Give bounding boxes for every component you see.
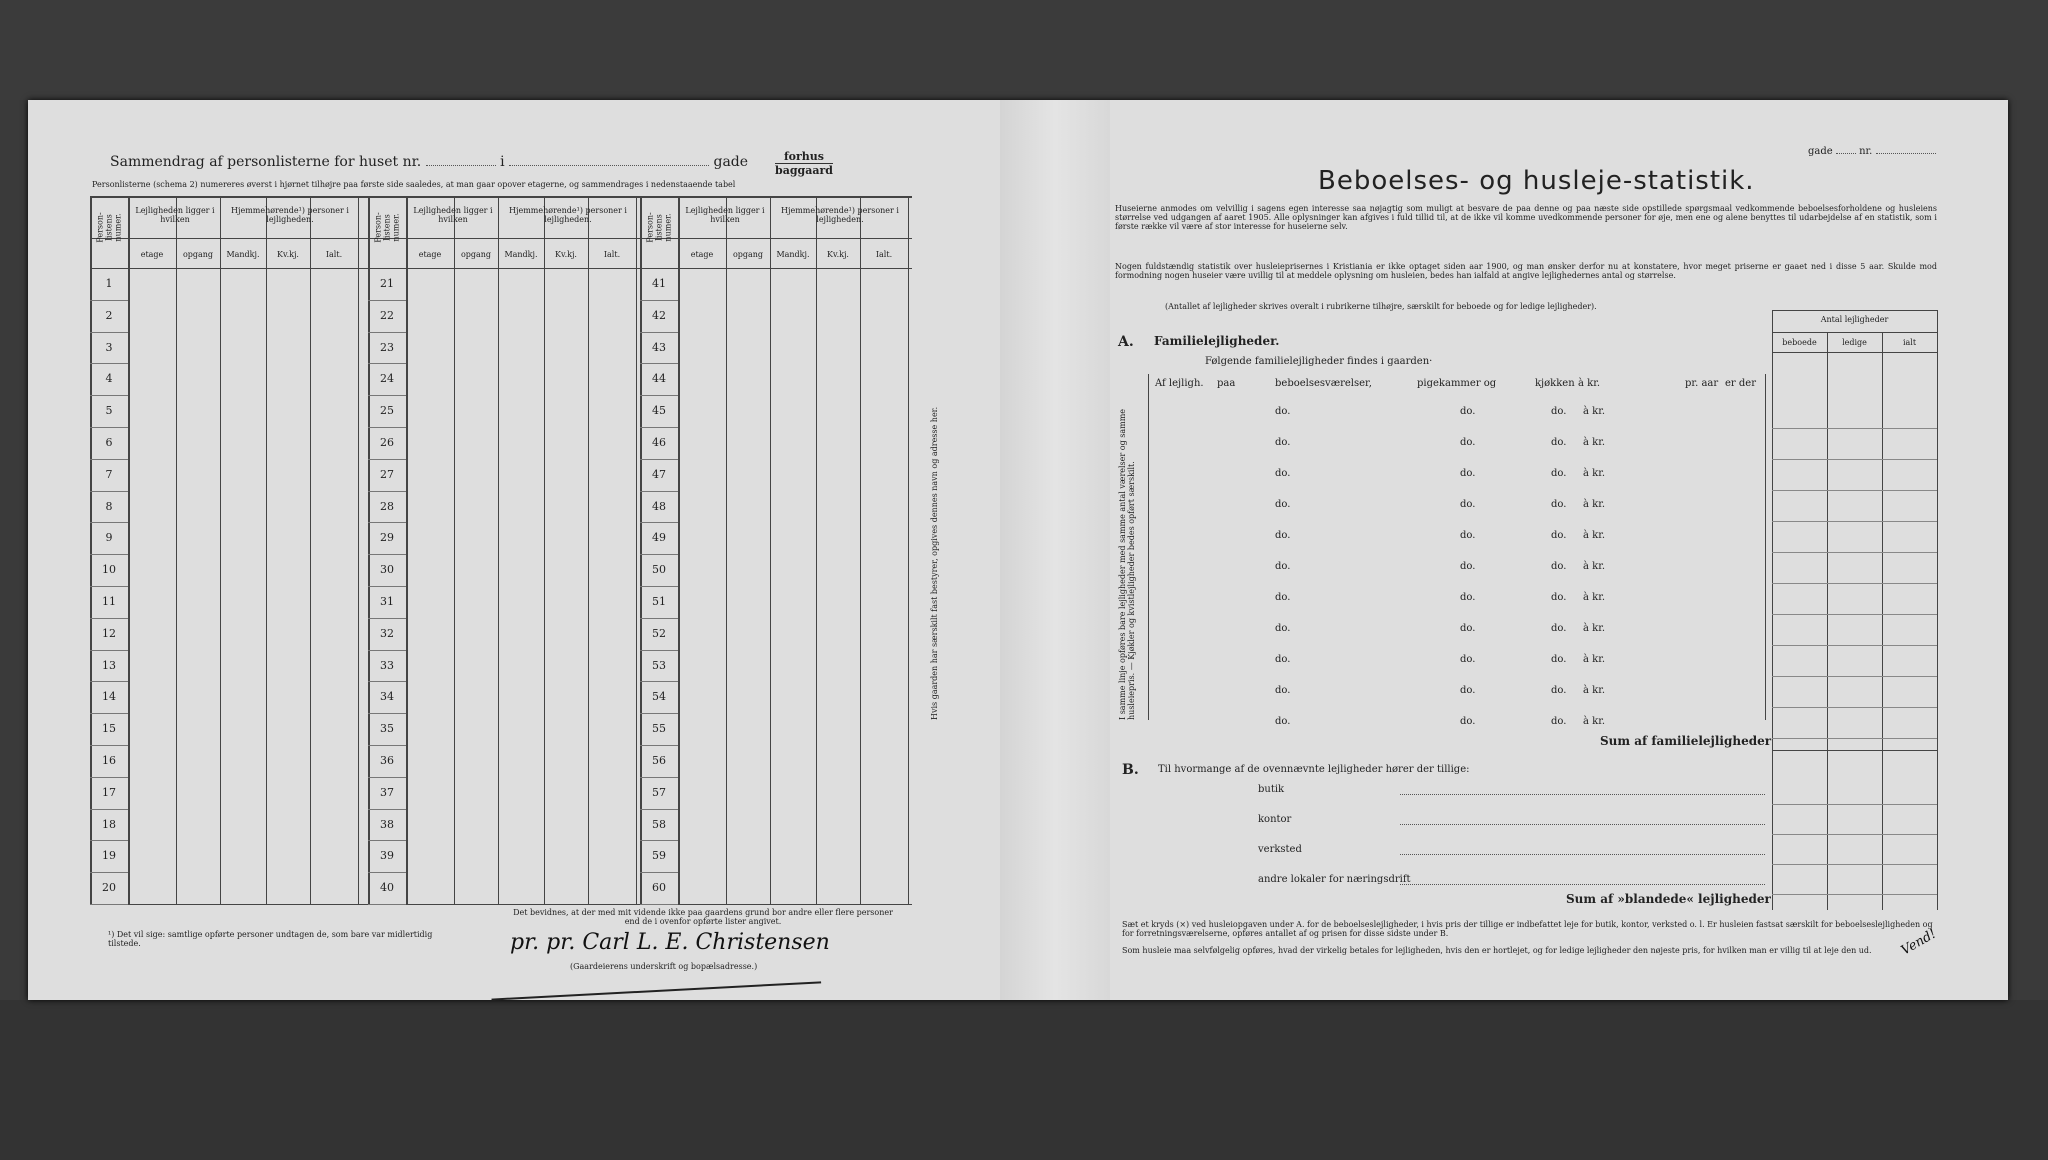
row-number: 39 [380,849,394,863]
row-cell: à kr. [1583,468,1606,479]
header-divider [128,238,358,239]
section-a-first-row [1155,378,1765,389]
row-number: 21 [380,277,394,290]
row-number: 54 [652,690,666,704]
footnote-1: Sæt et kryds (×) ved husleiopgaven under A. for de beboelseslejligheder, i hvis pris der tillige er indbefattet leje for butik, kontor, verksted o. l. Er husleien fastsat særskilt for beboelseslejligheden og for forretningsværelserne, opføres antallet af og prisen for disse sidste under B. [1122,920,1933,938]
grid-column-line [90,196,92,904]
row-first-beboelse: beboelsesværelser, [1275,378,1372,389]
row-divider [368,586,406,587]
row-number: 52 [652,626,666,640]
vend-note: Vend! [1898,926,1940,959]
forhus-baggaard [775,150,833,177]
row-number: 50 [652,563,666,577]
row-number: 7 [105,467,113,481]
row-divider [640,554,678,555]
row-number: 5 [105,404,113,418]
section-a-row [1155,716,1765,736]
row-divider [640,459,678,460]
vertical-note: I samme linje opføres bare lejligheder med samme antal værelser og samme husleiepris. — Kjøkler og kvistlejligheder bedes opført særskilt. [1118,408,1136,720]
row-cell: do. [1275,716,1291,727]
row-number: 33 [380,658,394,672]
row-cell: do. [1460,406,1476,417]
row-number: 32 [380,626,394,640]
row-cell: à kr. [1583,406,1606,417]
row-cell: do. [1275,468,1291,479]
col-ledige: ledige [1842,338,1867,347]
section-a-row [1155,530,1765,550]
b-antal-line [1772,804,1937,805]
row-divider [368,427,406,428]
grid-column-line [816,196,817,904]
row-number: 44 [652,372,666,386]
attest-text: Det bevidnes, at der med mit vidende ikke paa gaardens grund bor andre eller flere personer end de i ovenfor opførte lister angivet. [513,908,893,926]
row-first-erder: er der [1725,378,1756,389]
grid-column-line [498,196,499,904]
sum-b-label: Sum af »blandede« lejligheder [1566,892,1771,906]
b-item-label: verksted [1258,844,1302,855]
row-cell: do. [1275,499,1291,510]
grid-column-line [770,196,771,904]
row-divider [640,713,678,714]
row-number: 17 [102,785,116,799]
row-divider [90,840,128,841]
section-b-letter: B. [1122,762,1139,778]
page-fold [1000,100,1110,1000]
row-number: 36 [380,754,394,767]
row-divider [368,681,406,682]
row-cell: do. [1460,499,1476,510]
forhus-label: forhus [783,150,824,163]
row-cell: à kr. [1583,623,1606,634]
grid-column-line [454,196,455,904]
top-nr: nr. [1859,146,1873,157]
row-divider [90,745,128,746]
section-a-row [1155,561,1765,581]
row-cell: à kr. [1583,592,1606,603]
row-cell: do. [1460,561,1476,572]
row-number: 18 [102,817,116,831]
antal-row-line [1772,614,1937,615]
row-divider [640,332,678,333]
row-divider [368,363,406,364]
col-subheader: etage [140,250,164,259]
section-a-row [1155,623,1765,643]
col-subheader: Mandkj. [776,250,810,259]
heading-i: i [500,154,505,170]
row-number: 49 [652,531,666,545]
row-number: 26 [380,436,394,449]
row-cell: do. [1551,623,1567,634]
row-number: 60 [652,881,666,895]
row-number: 51 [652,595,666,608]
col-subheader: Kv.kj. [555,250,577,259]
left-subheading: Personlisterne (schema 2) numereres øverst i hjørnet tilhøjre paa første side saaledes, at man gaar opover etagerne, og sammendrages i nedenstaaende tabel [92,180,736,189]
b-antal-line [1772,834,1937,835]
antal-row-line [1772,738,1937,739]
row-number: 20 [102,881,116,895]
row-divider [90,650,128,651]
row-number: 59 [652,849,666,863]
baggaard-label: baggaard [775,164,833,177]
left-footnote: ¹) Det vil sige: samtlige opførte personer undtagen de, som bare var midlertidig tilstede. [108,930,433,948]
row-cell: do. [1460,623,1476,634]
row-divider [90,681,128,682]
row-cell: à kr. [1583,716,1606,727]
row-divider [90,777,128,778]
col-person-header: Person-listens numer. [645,212,673,243]
row-number: 45 [652,404,666,418]
antal-row-line [1772,676,1937,677]
row-number: 30 [380,563,394,577]
grid-column-line [220,196,221,904]
antal-header: Antal lejligheder [1820,315,1889,324]
intro-paragraph-2: Nogen fuldstændig statistik over husleieprisernes i Kristiania er ikke optaget siden aar 1900, og man ønsker derfor nu at konstatere, hvor meget priserne er gaaet ned i disse 5 aar. Skulde mod formodning nogen huseier være uvillig til at meddele oplysning om husleien, bedes han ialfald at angive lejlighedernes antal og størrelse. [1115,262,1937,280]
row-number: 58 [652,817,666,831]
row-divider [640,681,678,682]
row-divider [90,300,128,301]
row-divider [368,745,406,746]
row-first-af: Af lejligh. [1155,378,1204,389]
b-item-label: andre lokaler for næringsdrift [1258,874,1411,885]
row-divider [368,395,406,396]
b-item-dotline [1400,884,1765,885]
row-cell: do. [1275,406,1291,417]
col-person-header: Person-listens numer. [373,212,401,243]
col-lejlighed-header: Lejligheden ligger i hvilken [413,206,493,224]
row-number: 2 [105,308,113,322]
row-cell: do. [1460,530,1476,541]
row-divider [368,872,406,873]
b-item-label: butik [1258,784,1285,795]
row-divider [90,713,128,714]
row-divider [90,618,128,619]
row-number: 12 [102,626,116,640]
row-divider [640,427,678,428]
grid-column-line [406,196,408,904]
row-divider [640,395,678,396]
grid-column-line [726,196,727,904]
col-subheader: Kv.kj. [277,250,299,259]
grid-column-line [544,196,545,904]
sum-a-label: Sum af familielejligheder [1600,734,1772,748]
row-number: 10 [102,563,116,577]
row-divider [90,491,128,492]
signature-caption: (Gaardeierens underskrift og bopælsadresse.) [570,962,758,971]
row-cell: do. [1460,654,1476,665]
row-cell: do. [1460,437,1476,448]
row-number: 19 [102,849,116,863]
row-divider [640,491,678,492]
row-cell: do. [1460,716,1476,727]
row-cell: do. [1551,685,1567,696]
col-ialt: ialt [1902,338,1917,347]
antal-row-line [1772,707,1937,708]
section-a-row [1155,685,1765,705]
signature: pr. pr. Carl L. E. Christensen [510,930,830,955]
row-cell: do. [1275,654,1291,665]
row-number: 48 [652,499,666,513]
section-a-row [1155,468,1765,488]
row-cell: à kr. [1583,499,1606,510]
row-divider [368,522,406,523]
row-divider [368,332,406,333]
heading-gade: gade [713,154,749,170]
row-number: 31 [380,595,394,608]
page-title: Beboelses- og husleje-statistik. [1318,166,1755,196]
row-cell: do. [1460,468,1476,479]
b-antal-line [1772,894,1937,895]
section-a-row [1155,499,1765,519]
col-subheader: opgang [732,250,764,259]
row-first-pigekammer: pigekammer og [1417,378,1497,389]
antal-row-line [1772,521,1937,522]
row-divider [90,459,128,460]
row-first-kjokken: kjøkken [1535,378,1575,389]
row-cell: do. [1551,530,1567,541]
row-cell: do. [1551,468,1567,479]
section-a-letter: A. [1118,334,1134,350]
row-divider [640,745,678,746]
row-number: 56 [652,754,666,767]
b-item-dotline [1400,824,1765,825]
row-number: 47 [652,467,666,481]
col-hjemme-header: Hjemmehørende¹) personer i lejligheden. [509,206,627,224]
header-divider [678,238,908,239]
grid-column-line [860,196,861,904]
side-note: Hvis gaarden har særskilt fast bestyrer, opgives dennes navn og adresse her. [930,406,939,720]
row-divider [640,904,678,905]
row-divider [640,618,678,619]
row-cell: à kr. [1583,437,1606,448]
antal-row-line [1772,459,1937,460]
row-number: 28 [380,499,394,513]
row-divider [90,427,128,428]
antal-row-line [1772,583,1937,584]
grid-column-line [310,196,311,904]
header-divider [406,238,636,239]
row-divider [640,809,678,810]
row-divider [90,554,128,555]
row-cell: do. [1551,716,1567,727]
row-divider [640,650,678,651]
row-number: 13 [102,658,116,672]
section-a-row [1155,406,1765,426]
row-number: 35 [380,722,394,736]
row-number: 55 [652,722,666,736]
row-cell: do. [1551,437,1567,448]
antal-row-line [1772,428,1937,429]
row-cell: do. [1275,437,1291,448]
row-divider [368,491,406,492]
row-divider [90,586,128,587]
row-cell: do. [1275,685,1291,696]
row-number: 4 [105,372,113,386]
row-number: 6 [105,436,113,449]
row-number: 1 [105,277,113,290]
row-number: 37 [380,785,394,799]
row-cell: do. [1275,530,1291,541]
row-divider [90,395,128,396]
row-divider [368,809,406,810]
row-number: 46 [652,436,666,449]
col-subheader: Mandkj. [226,250,260,259]
top-gade: gade [1808,146,1833,157]
col-hjemme-header: Hjemmehørende¹) personer i lejligheden. [781,206,899,224]
row-number: 11 [102,595,116,608]
grid-column-line [128,196,130,904]
row-first-akr: à kr. [1578,378,1601,389]
row-number: 23 [380,340,394,354]
row-cell: do. [1275,561,1291,572]
row-divider [640,363,678,364]
row-divider [90,809,128,810]
row-divider [368,713,406,714]
col-subheader: Ialt. [603,250,621,259]
row-cell: do. [1551,561,1567,572]
row-number: 8 [105,499,113,513]
row-cell: do. [1551,654,1567,665]
col-subheader: etage [690,250,714,259]
row-divider [90,522,128,523]
row-number: 41 [652,277,666,290]
row-number: 22 [380,308,394,322]
col-person-header: Person-listens numer. [95,212,123,243]
b-item-dotline [1400,794,1765,795]
col-hjemme-header: Hjemmehørende¹) personer i lejligheden. [231,206,349,224]
row-number: 42 [652,308,666,322]
row-cell: do. [1551,499,1567,510]
row-number: 14 [102,690,116,704]
row-cell: à kr. [1583,530,1606,541]
row-first-paa: paa [1217,378,1236,389]
grid-column-line [266,196,267,904]
section-a-row [1155,592,1765,612]
row-cell: do. [1551,592,1567,603]
row-divider [368,904,406,905]
intro-paragraph-1: Huseierne anmodes om velvillig i sagens egen interesse saa nøjagtig som muligt at besvare de paa denne og paa næste side opstillede spørgsmaal vedkommende beboelsesforholdene og husleiens størrelse ved udgangen af aaret 1905. Alle oplysninger kan afgives i fuld tillid til, at de ikke vil komme uvedkommende personer for øje, men ene og alene benyttes til udarbejdelse af en statistik, som i første række vil være af stor interesse for huseierne selv. [1115,204,1937,231]
row-divider [90,904,128,905]
intro-paragraph-3: (Antallet af lejligheder skrives overalt i rubrikerne tilhøjre, særskilt for beboede og for ledige lejligheder). [1165,302,1597,311]
row-cell: do. [1551,406,1567,417]
row-divider [368,840,406,841]
row-divider [640,840,678,841]
row-number: 3 [105,340,113,354]
row-first-praar: pr. aar [1685,378,1719,389]
left-heading [110,154,748,170]
row-divider [640,300,678,301]
row-divider [640,586,678,587]
row-cell: à kr. [1583,654,1606,665]
row-number: 53 [652,658,666,672]
row-divider [90,872,128,873]
row-cell: do. [1275,592,1291,603]
row-number: 40 [380,881,394,895]
row-divider [368,777,406,778]
row-cell: do. [1275,623,1291,634]
row-number: 9 [105,531,113,545]
row-number: 57 [652,785,666,799]
grid-column-line [368,196,370,904]
row-number: 25 [380,404,394,418]
row-number: 43 [652,340,666,354]
antal-row-line [1772,552,1937,553]
grid-column-line [358,196,359,904]
grid-column-line [636,196,637,904]
row-cell: à kr. [1583,561,1606,572]
col-subheader: Kv.kj. [827,250,849,259]
grid-column-line [588,196,589,904]
row-number: 29 [380,531,394,545]
section-a-sub: Følgende familielejligheder findes i gaarden· [1205,356,1433,367]
grid-column-line [640,196,642,904]
row-divider [368,650,406,651]
heading-text: Sammendrag af personlisterne for huset nr. [110,154,422,170]
grid-column-line [908,196,909,904]
row-divider [368,300,406,301]
b-item-dotline [1400,854,1765,855]
row-number: 38 [380,817,394,831]
col-subheader: Ialt. [325,250,343,259]
b-antal-line [1772,864,1937,865]
row-divider [640,777,678,778]
col-subheader: Mandkj. [504,250,538,259]
row-number: 34 [380,690,394,704]
row-cell: do. [1460,592,1476,603]
antal-row-line [1772,645,1937,646]
row-number: 15 [102,722,116,736]
top-gade-nr [1808,146,1936,157]
col-lejlighed-header: Lejligheden ligger i hvilken [135,206,215,224]
section-b-title: Til hvormange af de ovennævnte lejligheder hører der tillige: [1158,764,1470,775]
section-a-row [1155,654,1765,674]
row-divider [368,554,406,555]
row-number: 24 [380,372,394,386]
section-a-row [1155,437,1765,457]
b-item-label: kontor [1258,814,1292,825]
footnote-2: Som husleie maa selvfølgelig opføres, hvad der virkelig betales for lejligheden, hvis den er hortlejet, og for ledige lejligheder den nøjeste pris, for hvilken man er villig til at leje den ud. [1122,946,1872,955]
col-subheader: Ialt. [875,250,893,259]
row-number: 16 [102,754,116,767]
row-number: 27 [380,467,394,481]
row-cell: do. [1460,685,1476,696]
section-a-title: Familielejligheder. [1154,334,1280,348]
col-beboede: beboede [1782,338,1817,347]
antal-row-line [1772,490,1937,491]
col-subheader: opgang [182,250,214,259]
row-divider [640,872,678,873]
grid-column-line [678,196,680,904]
col-lejlighed-header: Lejligheden ligger i hvilken [685,206,765,224]
col-subheader: opgang [460,250,492,259]
row-divider [90,363,128,364]
row-divider [90,332,128,333]
row-divider [368,459,406,460]
row-cell: à kr. [1583,685,1606,696]
row-divider [640,522,678,523]
grid-column-line [176,196,177,904]
col-subheader: etage [418,250,442,259]
row-divider [368,618,406,619]
